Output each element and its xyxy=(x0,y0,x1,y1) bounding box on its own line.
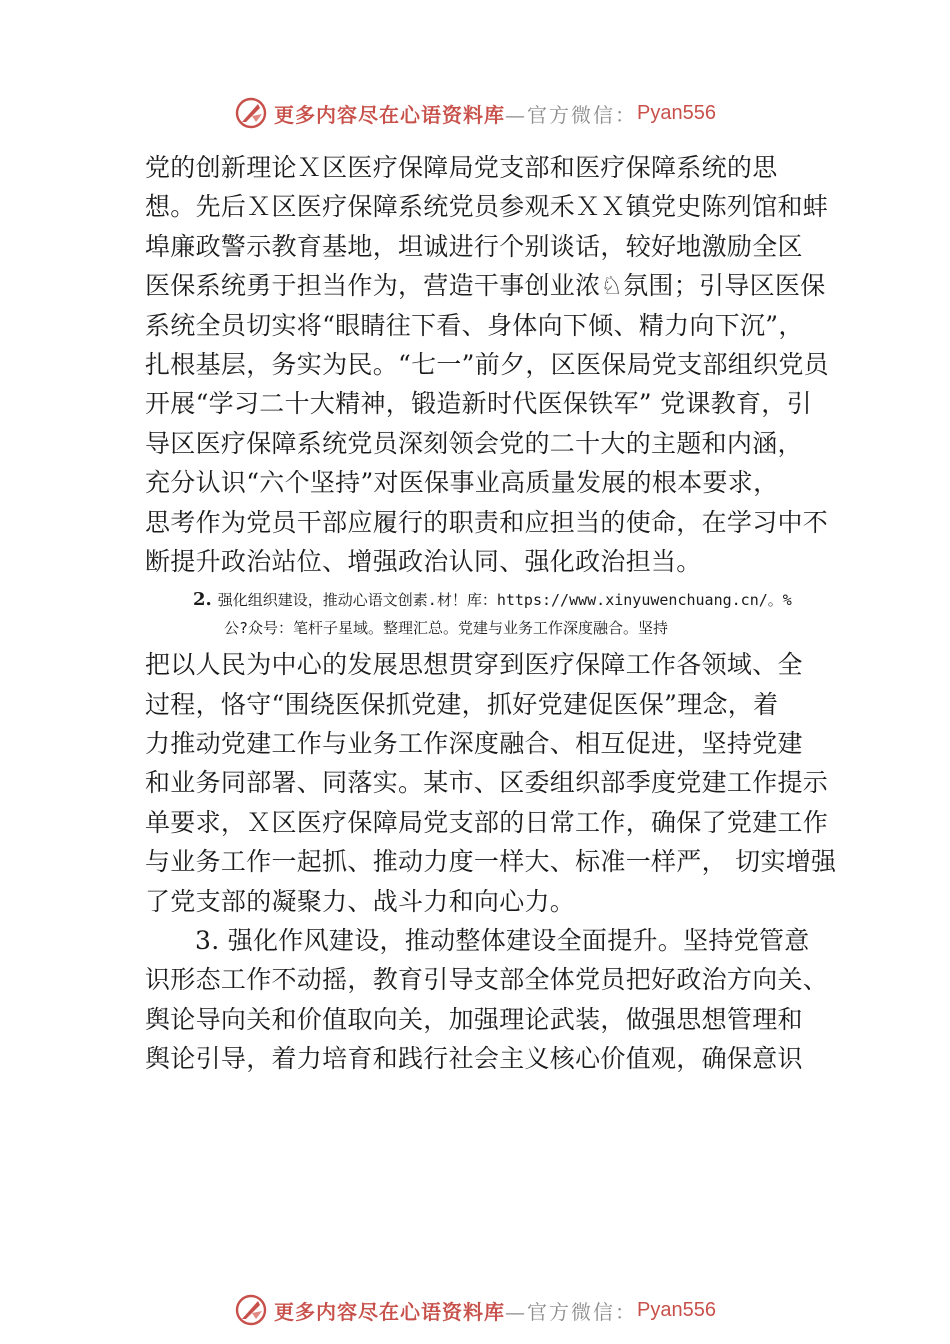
text-line: 单要求，Ｘ区医疗保障局党支部的日常工作，确保了党建工作 xyxy=(145,807,829,837)
text-line: 系统全员切实将“眼睛往下看、身体向下倾、精力向下沉”， xyxy=(145,310,804,340)
text-line: 党的创新理论Ｘ区医疗保障局党支部和医疗保障系统的思 xyxy=(145,153,778,182)
paragraph-3 xyxy=(145,921,835,1079)
item-2-line-2: 公?众号：笔杆子星域。整理汇总。党建与业务工作深度融合。坚持 xyxy=(224,619,669,638)
footer-banner xyxy=(0,1290,950,1330)
text-line: 导区医疗保障系统党员深刻领会党的二十大的主题和内涵， xyxy=(145,428,803,458)
footer-site-name: 更多内容尽在心语资料库 xyxy=(274,1299,506,1324)
text-line: 力推动党建工作与业务工作深度融合、相互促进，坚持党建 xyxy=(145,729,803,759)
text-line: 思考作为党员干部应履行的职责和应担当的使命，在学习中不 xyxy=(145,507,829,537)
text-line: 扎根基层，务实为民。“七一”前夕，区医保局党支部组织党员 xyxy=(145,349,829,379)
text-line: 舆论导向关和价值取向关，加强理论武装，做强思想管理和 xyxy=(145,1004,803,1034)
text-line: 想。先后Ｘ区医疗保障系统党员参观禾ＸＸ镇党史陈列馆和蚌 xyxy=(145,192,829,222)
header-banner xyxy=(0,93,950,133)
text-line: 识形态工作不动摇，教育引导支部全体党员把好政治方向关、 xyxy=(145,965,829,995)
item-2-line-1: 强化组织建设，推动心语文创素.材！库：https://www.xinyuwenchuang.cn/。% xyxy=(217,591,792,610)
document-body xyxy=(145,148,835,1079)
header-wechat-id: Pyan556 xyxy=(637,101,716,124)
text-line: 把以人民为中心的发展思想贯穿到医疗保障工作各领域、全 xyxy=(145,650,803,680)
text-line: 了党支部的凝聚力、战斗力和向心力。 xyxy=(145,886,576,916)
text-line: 和业务同部署、同落实。某市、区委组织部季度党建工作提示 xyxy=(145,768,829,798)
paragraph-2 xyxy=(145,645,835,921)
item-2-number: 2. xyxy=(193,589,212,611)
text-line: 与业务工作一起抓、推动力度一样大、标准一样严， 切实增强 xyxy=(145,847,837,877)
text-line: 埠廉政警示教育基地，坦诚进行个别谈话，较好地激励全区 xyxy=(145,231,803,261)
header-wechat-label: —官方微信： xyxy=(505,102,638,127)
item-2-heading xyxy=(145,586,835,642)
footer-wechat-id: Pyan556 xyxy=(637,1298,716,1321)
text-line: 开展“学习二十大精神，锻造新时代医保铁军” 党课教育，引 xyxy=(145,389,812,419)
header-site-name: 更多内容尽在心语资料库 xyxy=(274,102,506,127)
text-line: 医保系统勇于担当作为，营造干事创业浓♘氛围；引导区医保 xyxy=(145,271,826,301)
footer-wechat-label: —官方微信： xyxy=(505,1299,638,1324)
text-line: 断提升政治站位、增强政治认同、强化政治担当。 xyxy=(145,546,702,576)
text-line: 充分认识“六个坚持”对医保事业高质量发展的根本要求， xyxy=(145,468,779,498)
quill-logo-icon xyxy=(234,1293,268,1327)
quill-logo-icon xyxy=(234,96,268,130)
paragraph-1 xyxy=(145,148,835,581)
text-line: 3. 强化作风建设，推动整体建设全面提升。坚持党管意 xyxy=(195,926,810,956)
text-line: 过程，恪守“围绕医保抓党建，抓好党建促医保”理念，着 xyxy=(145,689,779,719)
text-line: 舆论引导，着力培育和践行社会主义核心价值观，确保意识 xyxy=(145,1044,803,1074)
